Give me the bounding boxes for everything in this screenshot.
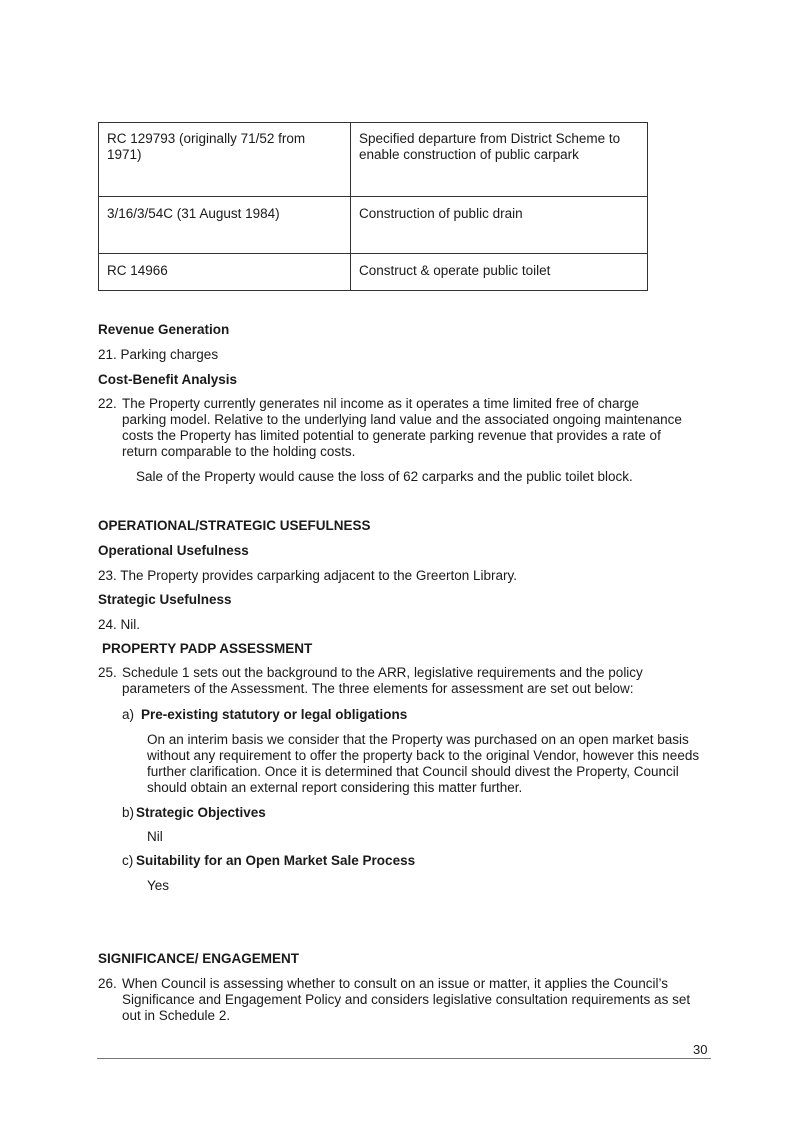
table-row — [99, 197, 648, 254]
sub-c-text: Yes — [147, 878, 170, 893]
table-row — [99, 254, 648, 291]
item-22-number: 22. — [98, 396, 117, 411]
sale-note: Sale of the Property would cause the loss of 62 carparks and the public toilet block. — [136, 469, 633, 484]
significance-heading: SIGNIFICANCE/ ENGAGEMENT — [98, 951, 300, 966]
sub-a-label: a) — [122, 707, 135, 722]
sub-b-text: Nil — [147, 829, 163, 844]
sub-c-label: c) — [122, 853, 134, 868]
item-24: 24. Nil. — [98, 617, 141, 632]
sub-b-label: b) — [122, 805, 135, 820]
sub-a-text: On an interim basis we consider that the Property was purchased on an open market basis without any requirement to offer the property back to the original Vendor, however this needs further clarification. Once it is determined that Council should divest the Property, Council should obtain an external report considering this matter further. — [147, 732, 700, 795]
table-cell-description: Specified departure from District Scheme to enable construction of public carpark — [351, 123, 648, 197]
table-row — [99, 123, 648, 197]
sub-c-heading: Suitability for an Open Market Sale Process — [136, 853, 416, 868]
table-cell-ref: 3/16/3/54C (31 August 1984) — [99, 197, 351, 254]
table-cell-ref: RC 129793 (originally 71/52 from 1971) — [99, 123, 351, 197]
table-cell-description: Construction of public drain — [351, 197, 648, 254]
cost-benefit-heading: Cost-Benefit Analysis — [98, 372, 238, 387]
operational-heading: Operational Usefulness — [98, 543, 249, 558]
item-26-number: 26. — [98, 976, 117, 991]
footer-divider — [97, 1058, 711, 1059]
consents-table — [98, 122, 648, 291]
item-25-number: 25. — [98, 665, 117, 680]
item-23: 23. The Property provides carparking adjacent to the Greerton Library. — [98, 568, 517, 583]
revenue-heading: Revenue Generation — [98, 322, 230, 337]
sub-b-heading: Strategic Objectives — [136, 805, 266, 820]
item-21: 21. Parking charges — [98, 347, 219, 362]
sub-a-heading: Pre-existing statutory or legal obligations — [141, 707, 408, 722]
table-cell-ref: RC 14966 — [99, 254, 351, 291]
page-number: 30 — [693, 1042, 708, 1057]
item-25-text: Schedule 1 sets out the background to the ARR, legislative requirements and the policy parameters of the Assessment. The three elements for assessment are set out below: — [122, 665, 643, 696]
padp-heading: PROPERTY PADP ASSESSMENT — [102, 641, 313, 656]
operational-section-heading: OPERATIONAL/STRATEGIC USEFULNESS — [98, 518, 371, 533]
item-22-text: The Property currently generates nil income as it operates a time limited free of charge parking model. Relative to the underlying land value and the associated ongoing maintenance costs the Property has limited potential to generate parking revenue that provides a rate of return comparable to the holding costs. — [122, 396, 682, 459]
strategic-heading: Strategic Usefulness — [98, 592, 232, 607]
table-cell-description: Construct & operate public toilet — [351, 254, 648, 291]
item-26-text: When Council is assessing whether to consult on an issue or matter, it applies the Council’s Significance and Engagement Policy and considers legislative consultation requirements as set out in Schedule 2. — [122, 976, 691, 1023]
